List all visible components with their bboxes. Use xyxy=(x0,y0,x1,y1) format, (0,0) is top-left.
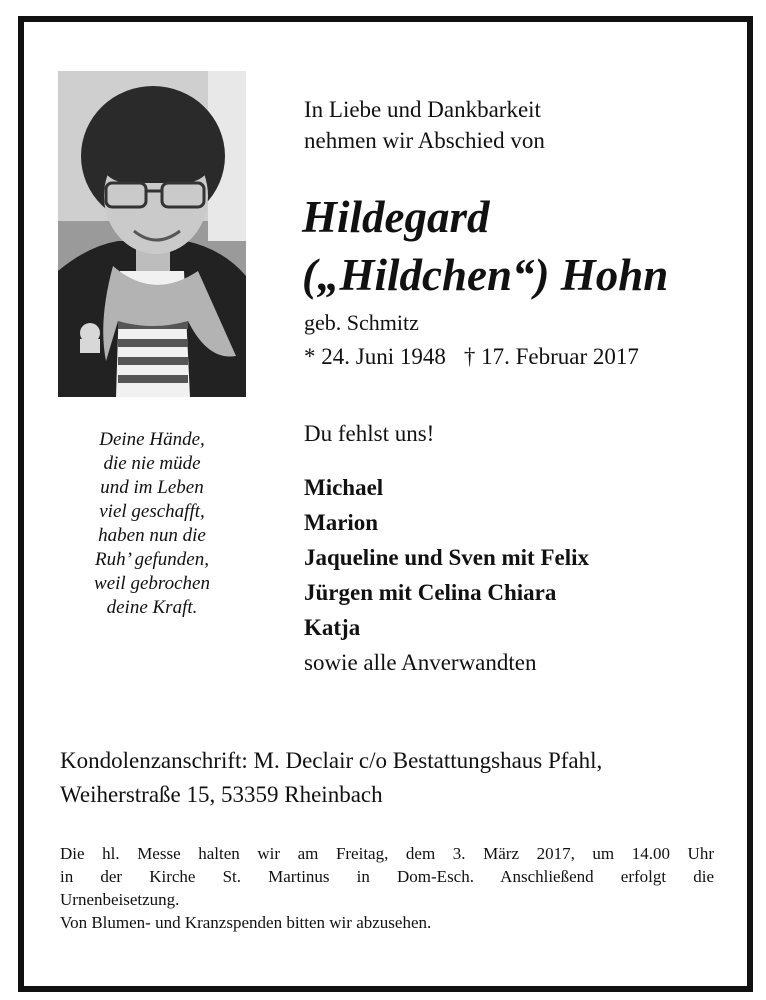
family-member: Jaqueline und Sven mit Felix xyxy=(304,545,589,570)
deceased-name xyxy=(302,188,668,304)
notice-line: in der Kirche St. Martinus in Dom-Esch. Anschließend erfolgt die xyxy=(60,867,714,886)
maiden-name: geb. Schmitz xyxy=(304,310,419,335)
family-member: Michael xyxy=(304,475,384,500)
first-name: Hildegard xyxy=(302,192,490,242)
intro-line: In Liebe und Dankbarkeit xyxy=(304,97,541,122)
poem-line: haben nun die xyxy=(98,525,206,546)
portrait-photo xyxy=(58,71,246,397)
birth-date: * 24. Juni 1948 xyxy=(304,344,446,369)
notice-line: Die hl. Messe halten wir am Freitag, dem 3. März 2017, um 14.00 Uhr xyxy=(60,844,714,863)
relatives-line: sowie alle Anverwandten xyxy=(304,650,537,675)
address-line: Kondolenzanschrift: M. Declair c/o Bestattungshaus Pfahl, xyxy=(60,748,603,773)
poem-line: viel geschafft, xyxy=(99,501,205,522)
poem-line: Deine Hände, xyxy=(99,429,205,450)
poem-line: weil gebrochen xyxy=(94,573,210,594)
service-notice xyxy=(60,842,714,934)
nickname-surname: („Hildchen“) Hohn xyxy=(302,250,669,300)
intro-text xyxy=(304,94,545,156)
death-date: † 17. Februar 2017 xyxy=(463,344,639,369)
family-list xyxy=(304,470,589,680)
family-member: Katja xyxy=(304,615,361,640)
address-line: Weiherstraße 15, 53359 Rheinbach xyxy=(60,782,383,807)
notice-line: Von Blumen- und Kranzspenden bitten wir abzusehen. xyxy=(60,913,432,932)
poem-line: und im Leben xyxy=(100,477,204,498)
poem-line: Ruh’ gefunden, xyxy=(95,549,209,570)
family-member: Jürgen mit Celina Chiara xyxy=(304,580,557,605)
notice-line: Urnenbeisetzung. xyxy=(60,890,180,909)
missed-message: Du fehlst uns! xyxy=(304,421,435,446)
family-member: Marion xyxy=(304,510,379,535)
life-dates xyxy=(304,344,639,370)
memorial-poem xyxy=(58,428,246,620)
condolence-address xyxy=(60,744,602,812)
intro-line: nehmen wir Abschied von xyxy=(304,128,545,153)
poem-line: die nie müde xyxy=(103,453,201,474)
poem-line: deine Kraft. xyxy=(106,597,198,618)
